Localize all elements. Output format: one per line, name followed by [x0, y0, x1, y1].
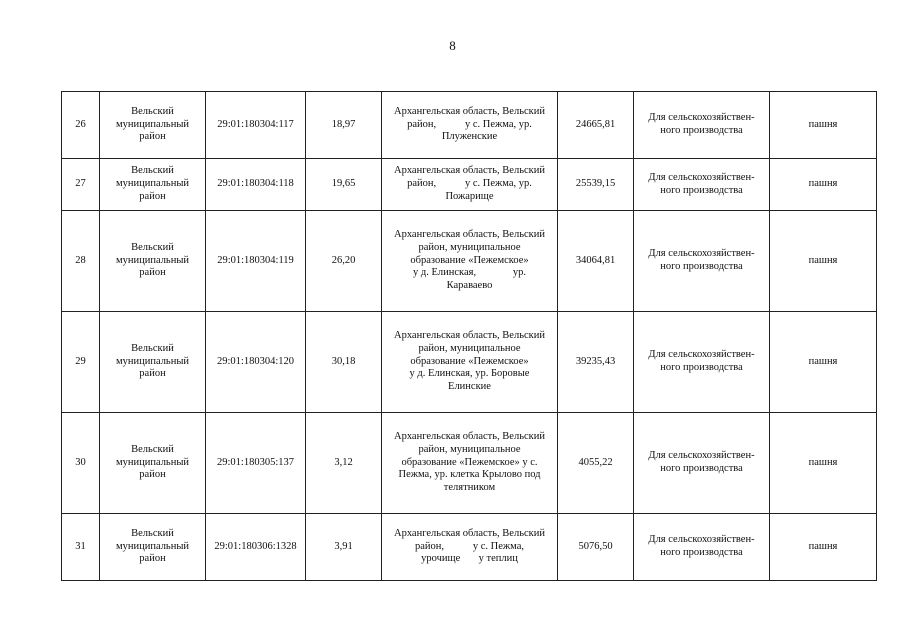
- table-row: [62, 159, 877, 211]
- table-row: [62, 514, 877, 581]
- cell-no: 31: [62, 514, 100, 581]
- cell-value: 39235,43: [558, 312, 634, 413]
- cell-address-line: образование «Пежемское»: [410, 254, 529, 266]
- cell-value: 34064,81: [558, 211, 634, 312]
- cell-district: [100, 92, 206, 159]
- cell-address-line: Караваево: [446, 280, 493, 292]
- cell-address: [382, 514, 558, 581]
- cell-area: 3,12: [306, 413, 382, 514]
- cell-purpose-line: Для сельскохозяйствен-: [648, 112, 755, 124]
- cell-cadastral: 29:01:180305:137: [206, 413, 306, 514]
- cell-area: 18,97: [306, 92, 382, 159]
- cell-purpose: [634, 514, 770, 581]
- cell-landuse: пашня: [770, 514, 877, 581]
- cell-no: 29: [62, 312, 100, 413]
- cell-no: 26: [62, 92, 100, 159]
- cell-purpose: [634, 92, 770, 159]
- cell-address: [382, 92, 558, 159]
- cell-district-line: район: [139, 553, 166, 565]
- cell-address-line: Елинские: [448, 381, 491, 393]
- cell-district: [100, 413, 206, 514]
- cell-address-line: Архангельская область, Вельский: [393, 330, 545, 341]
- cell-address-line: район, муниципальное: [418, 342, 521, 354]
- cell-address-line: образование «Пежемское»: [410, 355, 529, 367]
- cell-no: 27: [62, 159, 100, 211]
- cell-district-line: муниципальный: [115, 540, 190, 552]
- cell-cadastral: 29:01:180304:117: [206, 92, 306, 159]
- table-row: [62, 413, 877, 514]
- cell-no: 28: [62, 211, 100, 312]
- cell-value: 4055,22: [558, 413, 634, 514]
- cell-no: 30: [62, 413, 100, 514]
- cell-district-line: Вельский: [131, 527, 174, 539]
- cell-district: [100, 312, 206, 413]
- table-body: [62, 92, 877, 581]
- cell-address-line: Архангельская область, Вельский: [393, 431, 545, 442]
- cell-district-line: район: [139, 469, 166, 481]
- cell-area: 30,18: [306, 312, 382, 413]
- cell-district-line: муниципальный: [115, 456, 190, 468]
- table-row: [62, 92, 877, 159]
- cell-value: 25539,15: [558, 159, 634, 211]
- land-plots-table: [61, 91, 877, 581]
- cell-landuse: пашня: [770, 92, 877, 159]
- cell-purpose-line: Для сельскохозяйствен-: [648, 171, 755, 183]
- cell-district-line: район: [139, 368, 166, 380]
- cell-district-line: район: [139, 267, 166, 279]
- cell-purpose-line: Для сельскохозяйствен-: [648, 534, 755, 546]
- cell-district-line: Вельский: [131, 342, 174, 354]
- cell-landuse: пашня: [770, 211, 877, 312]
- cell-address-line: Архангельская область, Вельский: [393, 165, 545, 177]
- cell-address-line: Архангельская область, Вельский: [393, 229, 545, 240]
- cell-landuse: пашня: [770, 312, 877, 413]
- cell-district: [100, 514, 206, 581]
- cell-landuse: пашня: [770, 413, 877, 514]
- cell-address-line: телятником: [443, 482, 496, 494]
- table-row: [62, 211, 877, 312]
- cell-address-line: Плуженские: [441, 131, 498, 143]
- cell-purpose: [634, 312, 770, 413]
- cell-district-line: муниципальный: [115, 254, 190, 266]
- cell-address-line: Пожарище: [445, 190, 494, 202]
- cell-landuse: пашня: [770, 159, 877, 211]
- cell-area: 26,20: [306, 211, 382, 312]
- cell-purpose-line: Для сельскохозяйствен-: [648, 450, 755, 462]
- cell-cadastral: 29:01:180306:1328: [206, 514, 306, 581]
- cell-purpose-line: ного производства: [660, 362, 743, 373]
- cell-purpose-line: ного производства: [660, 463, 743, 474]
- cell-address-line: район, у с. Пежма,: [414, 540, 525, 552]
- table-row: [62, 312, 877, 413]
- cell-address: [382, 413, 558, 514]
- cell-value: 24665,81: [558, 92, 634, 159]
- cell-address-line: Пежма, ур. клетка Крылово под: [398, 469, 541, 481]
- cell-cadastral: 29:01:180304:119: [206, 211, 306, 312]
- cell-purpose-line: Для сельскохозяйствен-: [648, 248, 755, 260]
- cell-address-line: урочище у теплиц: [421, 553, 518, 565]
- cell-purpose-line: ного производства: [660, 184, 743, 196]
- cell-address-line: район, муниципальное: [418, 241, 521, 253]
- cell-address: [382, 211, 558, 312]
- cell-district-line: Вельский: [131, 165, 174, 177]
- cell-district-line: Вельский: [131, 105, 174, 117]
- cell-address-line: образование «Пежемское» у с.: [401, 456, 538, 468]
- cell-address-line: Архангельская область, Вельский: [393, 527, 545, 539]
- cell-address: [382, 159, 558, 211]
- cell-address-line: у д. Елинская, ур. Боровые: [409, 368, 530, 380]
- cell-area: 3,91: [306, 514, 382, 581]
- cell-district-line: Вельский: [131, 443, 174, 455]
- cell-value: 5076,50: [558, 514, 634, 581]
- cell-purpose: [634, 159, 770, 211]
- cell-district-line: муниципальный: [115, 355, 190, 367]
- cell-district: [100, 211, 206, 312]
- cell-district-line: район: [139, 131, 166, 143]
- cell-district-line: муниципальный: [115, 118, 190, 130]
- cell-purpose-line: ного производства: [660, 261, 743, 272]
- cell-cadastral: 29:01:180304:120: [206, 312, 306, 413]
- page-number: 8: [449, 38, 456, 53]
- cell-purpose-line: Для сельскохозяйствен-: [648, 349, 755, 361]
- cell-district-line: район: [139, 190, 166, 202]
- cell-address-line: Архангельская область, Вельский: [393, 105, 545, 117]
- cell-district-line: Вельский: [131, 241, 174, 253]
- cell-district: [100, 159, 206, 211]
- cell-district-line: муниципальный: [115, 178, 190, 190]
- cell-cadastral: 29:01:180304:118: [206, 159, 306, 211]
- cell-address-line: у д. Елинская, ур.: [413, 267, 526, 279]
- cell-purpose-line: ного производства: [660, 125, 743, 136]
- cell-address-line: район, у с. Пежма, ур.: [407, 118, 532, 130]
- cell-purpose-line: ного производства: [660, 547, 743, 558]
- cell-purpose: [634, 413, 770, 514]
- cell-address-line: район, муниципальное: [418, 443, 521, 455]
- cell-area: 19,65: [306, 159, 382, 211]
- cell-address-line: район, у с. Пежма, ур.: [407, 178, 532, 190]
- cell-address: [382, 312, 558, 413]
- cell-purpose: [634, 211, 770, 312]
